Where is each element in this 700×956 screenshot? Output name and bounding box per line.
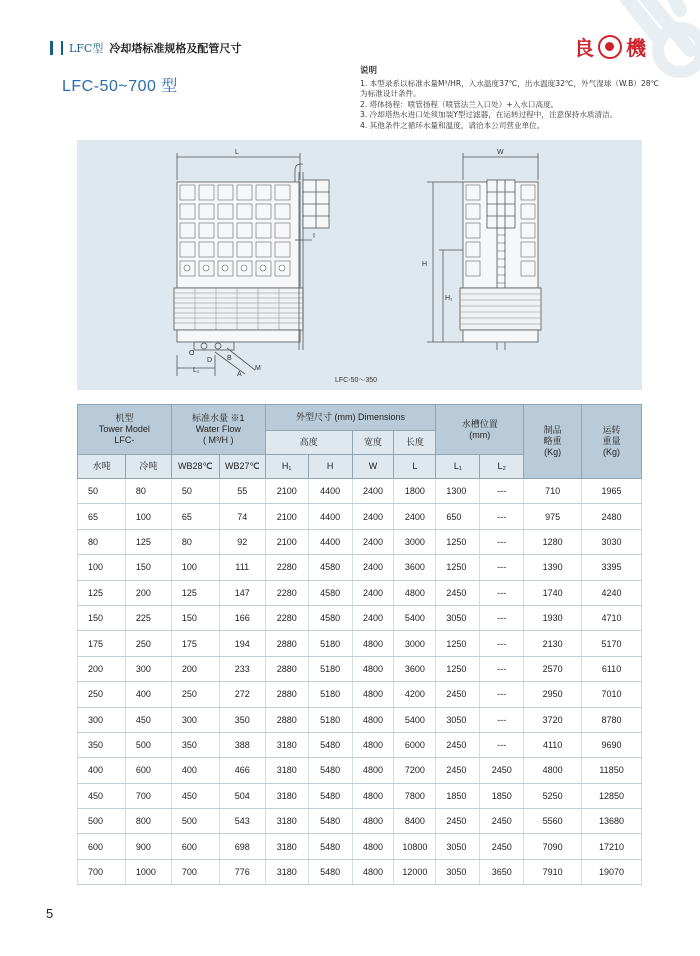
- table-cell: 3180: [265, 809, 308, 834]
- table-cell: 450: [78, 783, 126, 808]
- table-cell: 125: [171, 580, 219, 605]
- table-cell: 9690: [582, 732, 642, 757]
- table-cell: 1930: [524, 605, 582, 630]
- spec-table: [77, 404, 642, 885]
- note-item: 2. 塔体扬程：喷管扬程（喷管法兰入口处）+入水口高度。: [360, 99, 559, 109]
- table-cell: 350: [171, 732, 219, 757]
- table-cell: 4800: [352, 707, 394, 732]
- table-cell: 4240: [582, 580, 642, 605]
- pipe-label-i: I: [313, 233, 315, 240]
- table-cell: 4800: [352, 809, 394, 834]
- table-cell: 2400: [352, 605, 394, 630]
- table-cell: 100: [125, 504, 171, 529]
- header-text: (mm): [469, 429, 491, 440]
- table-cell: 7200: [394, 758, 436, 783]
- table-cell: 5400: [394, 605, 436, 630]
- table-cell: 17210: [582, 834, 642, 859]
- pipe-label-m: M: [255, 365, 261, 372]
- table-cell: 2100: [265, 504, 308, 529]
- table-cell: 5180: [308, 707, 352, 732]
- table-cell: ---: [480, 732, 524, 757]
- table-cell: 500: [78, 809, 126, 834]
- table-cell: ---: [480, 555, 524, 580]
- table-cell: 5180: [308, 631, 352, 656]
- table-cell: 4800: [352, 783, 394, 808]
- table-cell: 2280: [265, 605, 308, 630]
- table-cell: 4800: [524, 758, 582, 783]
- page-number: 5: [46, 906, 54, 921]
- table-cell: 11850: [582, 758, 642, 783]
- table-cell: 4800: [352, 732, 394, 757]
- table-cell: 5560: [524, 809, 582, 834]
- table-cell: 1740: [524, 580, 582, 605]
- table-cell: 3050: [436, 605, 480, 630]
- table-cell: 125: [78, 580, 126, 605]
- col-header-model: [78, 405, 172, 455]
- header-text: 标准水量 ※1: [192, 413, 245, 423]
- table-cell: 55: [219, 479, 265, 504]
- table-cell: 3050: [436, 859, 480, 884]
- col-header-l: L: [394, 455, 436, 479]
- header-accent-bar: [61, 41, 63, 55]
- table-cell: 200: [78, 656, 126, 681]
- table-cell: 6000: [394, 732, 436, 757]
- col-header-dimensions: 外型尺寸 (mm) Dimensions: [265, 405, 436, 431]
- dim-label-h: H: [422, 261, 428, 268]
- table-cell: 1850: [480, 783, 524, 808]
- table-cell: ---: [480, 580, 524, 605]
- notes-block: [360, 66, 660, 131]
- tower-drawing: [77, 140, 642, 390]
- header-title: [69, 40, 241, 56]
- header-text: Tower Model: [98, 424, 150, 434]
- table-cell: 4400: [308, 479, 352, 504]
- table-cell: 2400: [352, 504, 394, 529]
- table-cell: 92: [219, 529, 265, 554]
- table-cell: 175: [171, 631, 219, 656]
- table-cell: 543: [219, 809, 265, 834]
- table-cell: 65: [78, 504, 126, 529]
- table-cell: 5250: [524, 783, 582, 808]
- diagram-caption: LFC-50～350: [335, 377, 378, 384]
- table-cell: 150: [78, 605, 126, 630]
- table-cell: 5480: [308, 783, 352, 808]
- table-cell: 700: [78, 859, 126, 884]
- pipe-label-o: O: [189, 350, 195, 357]
- table-cell: 250: [78, 682, 126, 707]
- header-text: LFC-: [114, 435, 135, 445]
- table-cell: 250: [171, 682, 219, 707]
- header-text: 重量: [602, 436, 621, 446]
- table-cell: 150: [125, 555, 171, 580]
- header-text: 水槽位置: [461, 418, 498, 429]
- table-cell: 80: [171, 529, 219, 554]
- table-row: [78, 529, 642, 554]
- table-cell: 74: [219, 504, 265, 529]
- table-row: [78, 656, 642, 681]
- table-cell: 13680: [582, 809, 642, 834]
- table-cell: 2450: [436, 580, 480, 605]
- table-cell: 4800: [352, 859, 394, 884]
- table-cell: 7910: [524, 859, 582, 884]
- table-cell: 147: [219, 580, 265, 605]
- table-cell: 80: [78, 529, 126, 554]
- col-header-operating-weight: [582, 405, 642, 479]
- table-cell: 4800: [352, 631, 394, 656]
- table-cell: 2480: [582, 504, 642, 529]
- table-cell: 300: [78, 707, 126, 732]
- header-accent-bar: [50, 41, 53, 55]
- table-cell: 7090: [524, 834, 582, 859]
- table-cell: 4110: [524, 732, 582, 757]
- table-cell: 2450: [436, 809, 480, 834]
- table-cell: 233: [219, 656, 265, 681]
- table-cell: ---: [480, 479, 524, 504]
- col-header-length: 长度: [394, 431, 436, 455]
- note-item: 4. 其他条件之循环水量和温度，请洽本公司营业单位。: [360, 120, 545, 130]
- table-cell: 2450: [436, 682, 480, 707]
- table-cell: 2880: [265, 682, 308, 707]
- col-header-water-ton: 水吨: [78, 455, 126, 479]
- tower-diagram: [77, 140, 642, 390]
- notes-title: 说明: [360, 66, 378, 76]
- table-cell: ---: [480, 631, 524, 656]
- table-cell: 504: [219, 783, 265, 808]
- table-cell: 166: [219, 605, 265, 630]
- table-cell: 1250: [436, 529, 480, 554]
- table-cell: 4200: [394, 682, 436, 707]
- table-row: [78, 605, 642, 630]
- table-cell: ---: [480, 529, 524, 554]
- table-cell: 2400: [352, 580, 394, 605]
- table-cell: 400: [171, 758, 219, 783]
- table-cell: 2400: [394, 504, 436, 529]
- table-cell: ---: [480, 656, 524, 681]
- table-cell: 700: [125, 783, 171, 808]
- table-cell: 3650: [480, 859, 524, 884]
- table-row: [78, 479, 642, 504]
- table-cell: 3395: [582, 555, 642, 580]
- table-row: [78, 580, 642, 605]
- table-cell: 200: [125, 580, 171, 605]
- table-row: [78, 732, 642, 757]
- table-cell: 2400: [352, 555, 394, 580]
- table-cell: 8780: [582, 707, 642, 732]
- brand-logo: [574, 32, 646, 61]
- table-cell: 2880: [265, 631, 308, 656]
- table-cell: 3600: [394, 555, 436, 580]
- table-cell: 4800: [394, 580, 436, 605]
- table-cell: 600: [171, 834, 219, 859]
- table-cell: 3000: [394, 631, 436, 656]
- table-cell: 8400: [394, 809, 436, 834]
- table-cell: 100: [78, 555, 126, 580]
- table-cell: 3180: [265, 859, 308, 884]
- table-cell: 388: [219, 732, 265, 757]
- table-cell: 100: [171, 555, 219, 580]
- table-row: [78, 783, 642, 808]
- table-cell: 466: [219, 758, 265, 783]
- table-cell: 80: [125, 479, 171, 504]
- col-header-h1: H₁: [265, 455, 308, 479]
- table-cell: ---: [480, 707, 524, 732]
- table-cell: 2400: [352, 529, 394, 554]
- table-cell: 10800: [394, 834, 436, 859]
- table-cell: 2950: [524, 682, 582, 707]
- table-cell: 2100: [265, 529, 308, 554]
- table-cell: 125: [125, 529, 171, 554]
- col-header-flow: [171, 405, 265, 455]
- table-cell: 800: [125, 809, 171, 834]
- table-cell: 4400: [308, 504, 352, 529]
- table-cell: 50: [171, 479, 219, 504]
- side-view: [427, 153, 541, 350]
- table-cell: 65: [171, 504, 219, 529]
- table-cell: 1300: [436, 479, 480, 504]
- table-cell: 3720: [524, 707, 582, 732]
- table-row: [78, 809, 642, 834]
- header-text: ( M³/H ): [203, 435, 234, 445]
- dim-label-l: L: [235, 149, 239, 156]
- table-cell: 500: [125, 732, 171, 757]
- table-cell: 150: [171, 605, 219, 630]
- table-cell: 4400: [308, 529, 352, 554]
- front-view: [174, 153, 329, 376]
- table-cell: 4580: [308, 580, 352, 605]
- header-text: Water Flow: [195, 424, 241, 434]
- table-cell: 5180: [308, 682, 352, 707]
- table-cell: 175: [78, 631, 126, 656]
- table-cell: 350: [219, 707, 265, 732]
- brand-char-left: 良: [574, 36, 594, 60]
- table-cell: 3180: [265, 783, 308, 808]
- table-row: [78, 859, 642, 884]
- col-header-wb28: WB28℃: [171, 455, 219, 479]
- table-cell: 2450: [480, 758, 524, 783]
- col-header-l1: L₁: [436, 455, 480, 479]
- table-cell: 300: [171, 707, 219, 732]
- table-row: [78, 707, 642, 732]
- table-cell: 4580: [308, 555, 352, 580]
- header-text: (Kg): [544, 447, 562, 457]
- table-row: [78, 504, 642, 529]
- table-cell: 3180: [265, 732, 308, 757]
- table-cell: 5170: [582, 631, 642, 656]
- table-cell: 300: [125, 656, 171, 681]
- header-text: 略重: [543, 436, 562, 446]
- table-cell: 600: [78, 834, 126, 859]
- table-row: [78, 834, 642, 859]
- dim-label-l1: L₁: [193, 367, 200, 374]
- table-cell: 700: [171, 859, 219, 884]
- table-cell: 650: [436, 504, 480, 529]
- table-cell: 1850: [436, 783, 480, 808]
- col-header-w: W: [352, 455, 394, 479]
- table-cell: 6110: [582, 656, 642, 681]
- table-cell: 3030: [582, 529, 642, 554]
- table-cell: 3600: [394, 656, 436, 681]
- pipe-label-a: A: [237, 371, 242, 378]
- table-cell: 4580: [308, 605, 352, 630]
- col-header-weight: [524, 405, 582, 479]
- table-cell: 5480: [308, 809, 352, 834]
- note-item: 1. 本型录系以标准水量M³/HR，入水温度37℃，出水温度32℃，外气湿球（W.B）28℃为标准设计条件。: [360, 78, 660, 98]
- note-item: 3. 冷却塔热水进口处须加装Y型过滤器，在运转过程中，注意保持水质清洁。: [360, 110, 618, 119]
- table-cell: 776: [219, 859, 265, 884]
- header-text: (Kg): [603, 447, 621, 457]
- table-cell: ---: [480, 605, 524, 630]
- table-cell: 4800: [352, 834, 394, 859]
- table-cell: 500: [171, 809, 219, 834]
- table-cell: 3000: [394, 529, 436, 554]
- table-cell: 3050: [436, 834, 480, 859]
- table-row: [78, 682, 642, 707]
- table-cell: 975: [524, 504, 582, 529]
- pipe-label-b: B: [227, 355, 232, 362]
- table-cell: 1280: [524, 529, 582, 554]
- table-cell: 194: [219, 631, 265, 656]
- table-cell: 225: [125, 605, 171, 630]
- table-row: [78, 555, 642, 580]
- header-prefix: LFC型: [69, 42, 104, 55]
- table-cell: 5180: [308, 656, 352, 681]
- table-cell: 111: [219, 555, 265, 580]
- table-cell: 900: [125, 834, 171, 859]
- table-cell: 3180: [265, 834, 308, 859]
- table-cell: 2880: [265, 707, 308, 732]
- col-header-width: 宽度: [352, 431, 394, 455]
- brand-char-right: 機: [626, 36, 646, 60]
- table-cell: 7010: [582, 682, 642, 707]
- table-cell: 50: [78, 479, 126, 504]
- table-cell: 200: [171, 656, 219, 681]
- table-cell: 2450: [436, 758, 480, 783]
- table-cell: 1250: [436, 555, 480, 580]
- table-cell: 5400: [394, 707, 436, 732]
- table-cell: 1250: [436, 631, 480, 656]
- col-header-wb27: WB27℃: [219, 455, 265, 479]
- table-cell: 698: [219, 834, 265, 859]
- header-text: 运转: [602, 425, 621, 435]
- table-cell: 7800: [394, 783, 436, 808]
- table-cell: 710: [524, 479, 582, 504]
- table-cell: 12000: [394, 859, 436, 884]
- table-cell: 2570: [524, 656, 582, 681]
- table-cell: 2400: [352, 479, 394, 504]
- header-text: 制品: [543, 425, 562, 435]
- col-header-cooling-ton: 冷吨: [125, 455, 171, 479]
- table-cell: 5480: [308, 859, 352, 884]
- table-cell: 19070: [582, 859, 642, 884]
- model-title: LFC-50~700 型: [62, 78, 178, 95]
- pipe-label-d: D: [207, 357, 213, 364]
- table-cell: ---: [480, 682, 524, 707]
- table-cell: 400: [78, 758, 126, 783]
- table-cell: 4800: [352, 656, 394, 681]
- table-cell: 5480: [308, 758, 352, 783]
- table-cell: 450: [171, 783, 219, 808]
- table-cell: 400: [125, 682, 171, 707]
- table-cell: 1965: [582, 479, 642, 504]
- col-header-l2: L₂: [480, 455, 524, 479]
- table-cell: 450: [125, 707, 171, 732]
- table-cell: 1800: [394, 479, 436, 504]
- table-cell: 4710: [582, 605, 642, 630]
- table-cell: 4800: [352, 682, 394, 707]
- table-cell: 12850: [582, 783, 642, 808]
- table-cell: 2880: [265, 656, 308, 681]
- table-cell: 3180: [265, 758, 308, 783]
- table-cell: 2450: [480, 834, 524, 859]
- table-cell: 250: [125, 631, 171, 656]
- table-cell: 272: [219, 682, 265, 707]
- table-cell: 2450: [436, 732, 480, 757]
- table-cell: 2280: [265, 555, 308, 580]
- table-cell: 350: [78, 732, 126, 757]
- brand-seal-icon: [598, 35, 622, 59]
- dim-label-w: W: [497, 149, 504, 156]
- col-header-height: 高度: [265, 431, 352, 455]
- table-cell: 2130: [524, 631, 582, 656]
- col-header-h: H: [308, 455, 352, 479]
- header-title-text: 冷却塔标准规格及配管尺寸: [109, 42, 242, 55]
- table-cell: 3050: [436, 707, 480, 732]
- section-header: [50, 40, 241, 56]
- dim-label-h1: H₁: [445, 295, 453, 302]
- table-cell: 2280: [265, 580, 308, 605]
- table-cell: 600: [125, 758, 171, 783]
- header-text: 机型: [115, 413, 134, 423]
- table-row: [78, 758, 642, 783]
- table-cell: ---: [480, 504, 524, 529]
- table-cell: 2100: [265, 479, 308, 504]
- col-header-tank: [436, 405, 524, 455]
- table-cell: 1000: [125, 859, 171, 884]
- table-cell: 2450: [480, 809, 524, 834]
- table-cell: 5480: [308, 834, 352, 859]
- table-cell: 1250: [436, 656, 480, 681]
- table-cell: 1390: [524, 555, 582, 580]
- table-cell: 5480: [308, 732, 352, 757]
- table-row: [78, 631, 642, 656]
- table-cell: 4800: [352, 758, 394, 783]
